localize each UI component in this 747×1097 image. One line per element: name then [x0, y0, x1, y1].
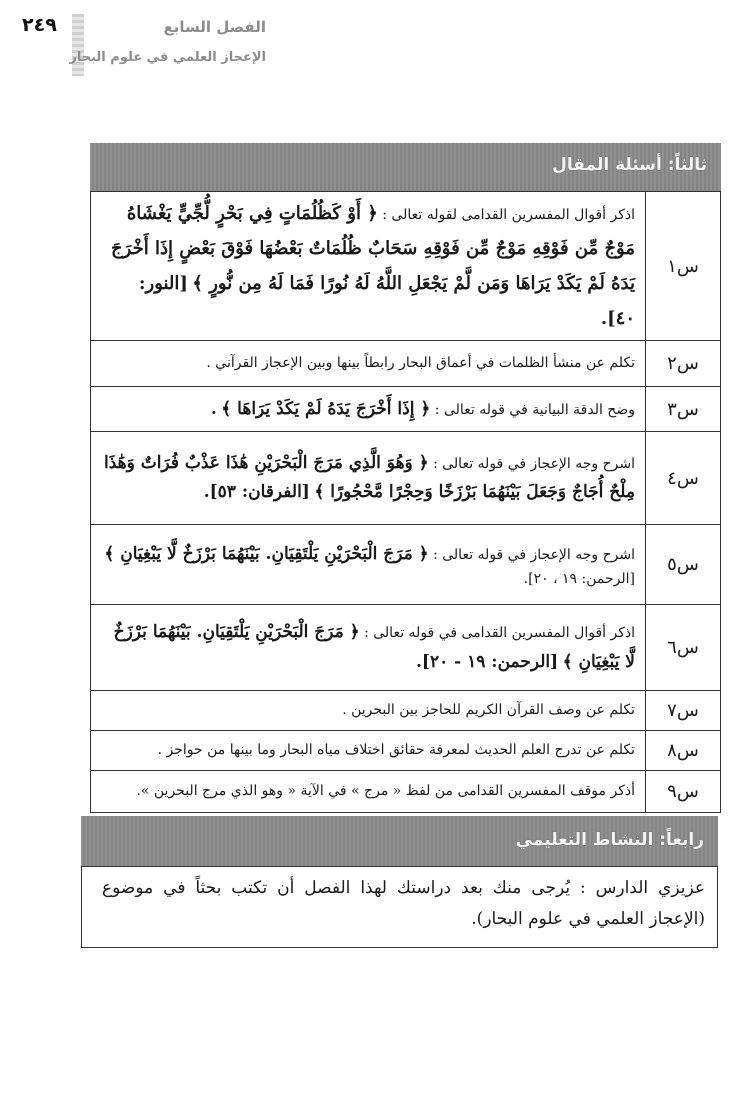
question-intro: اذكر أقوال المفسرين القدامى لقوله تعالى : — [382, 207, 635, 223]
question-text — [91, 525, 646, 605]
question-intro: اشرح وجه الإعجاز في قوله تعالى : — [433, 455, 635, 472]
table-row — [91, 525, 721, 605]
question-number: س٤ — [646, 432, 721, 525]
quran-verse: ﴿ وَهُوَ الَّذِي مَرَجَ الْبَحْرَيْنِ هَٰذَا عَذْبٌ فُرَاتٌ وَهَٰذَا مِلْحٌ أُجَاجٌ وَجَعَلَ بَيْنَهُمَا بَرْزَخًا وَحِجْرًا مَّحْجُورًا ﴾ — [103, 452, 635, 503]
verse-reference: . — [210, 398, 217, 419]
verse-reference: [الفرقان: ٥٣]. — [203, 482, 310, 503]
question-text — [91, 341, 646, 387]
question-number: س٦ — [646, 605, 721, 691]
section-subtitle: الإعجاز العلمي في علوم البحار — [69, 50, 266, 65]
question-intro: تكلم عن منشأ الظلمات في أعماق البحار رابطاً بينها وبين الإعجاز القرآني . — [206, 355, 635, 372]
question-intro: تكلم عن تدرج العلم الحديث لمعرفة حقائق اختلاف مياه البحار وما بينها من حواجز . — [157, 742, 635, 759]
question-intro: اشرح وجه الإعجاز في قوله تعالى : — [433, 546, 635, 563]
verse-reference: [الرحمن: ١٩ - ٢٠]. — [415, 651, 559, 672]
table-row — [91, 605, 721, 691]
quran-verse: ﴿ مَرَجَ الْبَحْرَيْنِ يَلْتَقِيَانِ. بَيْنَهُمَا بَرْزَخٌ لَّا يَبْغِيَانِ ﴾ — [113, 622, 635, 672]
question-number: س٨ — [646, 731, 721, 771]
verse-reference: [الرحمن: ١٩ ، ٢٠]. — [523, 571, 635, 588]
question-text — [91, 771, 646, 813]
page-number: ٢٤٩ — [22, 14, 57, 36]
section-three-title: ثالثاً: أسئلة المقال — [552, 155, 707, 175]
section-four-title: رابعاً: النشاط التعليمي — [515, 830, 704, 850]
question-text — [91, 192, 646, 341]
quran-verse: ﴿ إِذَا أَخْرَجَ يَدَهُ لَمْ يَكَدْ يَرَاهَا ﴾ — [221, 398, 431, 419]
question-intro: تكلم عن وصف القرآن الكريم للحاجز بين البحرين . — [342, 702, 635, 719]
table-row — [91, 691, 721, 731]
chapter-title: الفصل السابع — [163, 18, 266, 36]
table-row — [91, 731, 721, 771]
question-intro: وضح الدقة البيانية في قوله تعالى : — [434, 401, 635, 418]
running-head — [69, 18, 266, 78]
question-number: س٣ — [646, 387, 721, 432]
activity-box: عزيزي الدارس : يُرجى منك بعد دراستك لهذا الفصل أن تكتب بحثاً في موضوع (الإعجاز العلمي في علوم البحار). — [81, 866, 718, 948]
question-text — [91, 605, 646, 691]
question-text — [91, 691, 646, 731]
question-number: س٥ — [646, 525, 721, 605]
table-row — [91, 341, 721, 387]
question-text — [91, 387, 646, 432]
question-text — [91, 432, 646, 525]
quran-verse: ﴿ أَوْ كَظُلُمَاتٍ فِي بَحْرٍ لُّجِّيٍّ يَغْشَاهُ مَوْجٌ مِّن فَوْقِهِ مَوْجٌ مِّن فَوْقِهِ سَحَابٌ ظُلُمَاتٌ بَعْضُهَا فَوْقَ بَعْضٍ إِذَا أَخْرَجَ يَدَهُ لَمْ يَكَدْ يَرَاهَا وَمَن لَّمْ يَجْعَلِ اللَّهُ لَهُ نُورًا فَمَا لَهُ مِن نُّورٍ ﴾ — [111, 203, 635, 295]
verse-reference: [النور: ٤٠]. — [138, 273, 635, 330]
table-row — [91, 387, 721, 432]
question-number: س٧ — [646, 691, 721, 731]
table-row — [91, 771, 721, 813]
essay-questions-table — [90, 191, 721, 813]
table-row — [91, 192, 721, 341]
quran-verse: ﴿ مَرَجَ الْبَحْرَيْنِ يَلْتَقِيَانِ. بَيْنَهُمَا بَرْزَخٌ لَّا يَبْغِيَانِ ﴾ — [104, 543, 429, 564]
question-intro: أذكر موقف المفسرين القدامى من لفظ « مرج » في الآية « وهو الذي مرج البحرين ». — [136, 783, 635, 800]
question-number: س٢ — [646, 341, 721, 387]
running-head-bar — [72, 14, 84, 76]
question-number: س١ — [646, 192, 721, 341]
table-row — [91, 432, 721, 525]
section-four-band — [81, 816, 718, 866]
question-number: س٩ — [646, 771, 721, 813]
question-intro: اذكر أقوال المفسرين القدامى في قوله تعالى : — [364, 625, 635, 642]
section-three-band — [90, 143, 721, 191]
question-text — [91, 731, 646, 771]
